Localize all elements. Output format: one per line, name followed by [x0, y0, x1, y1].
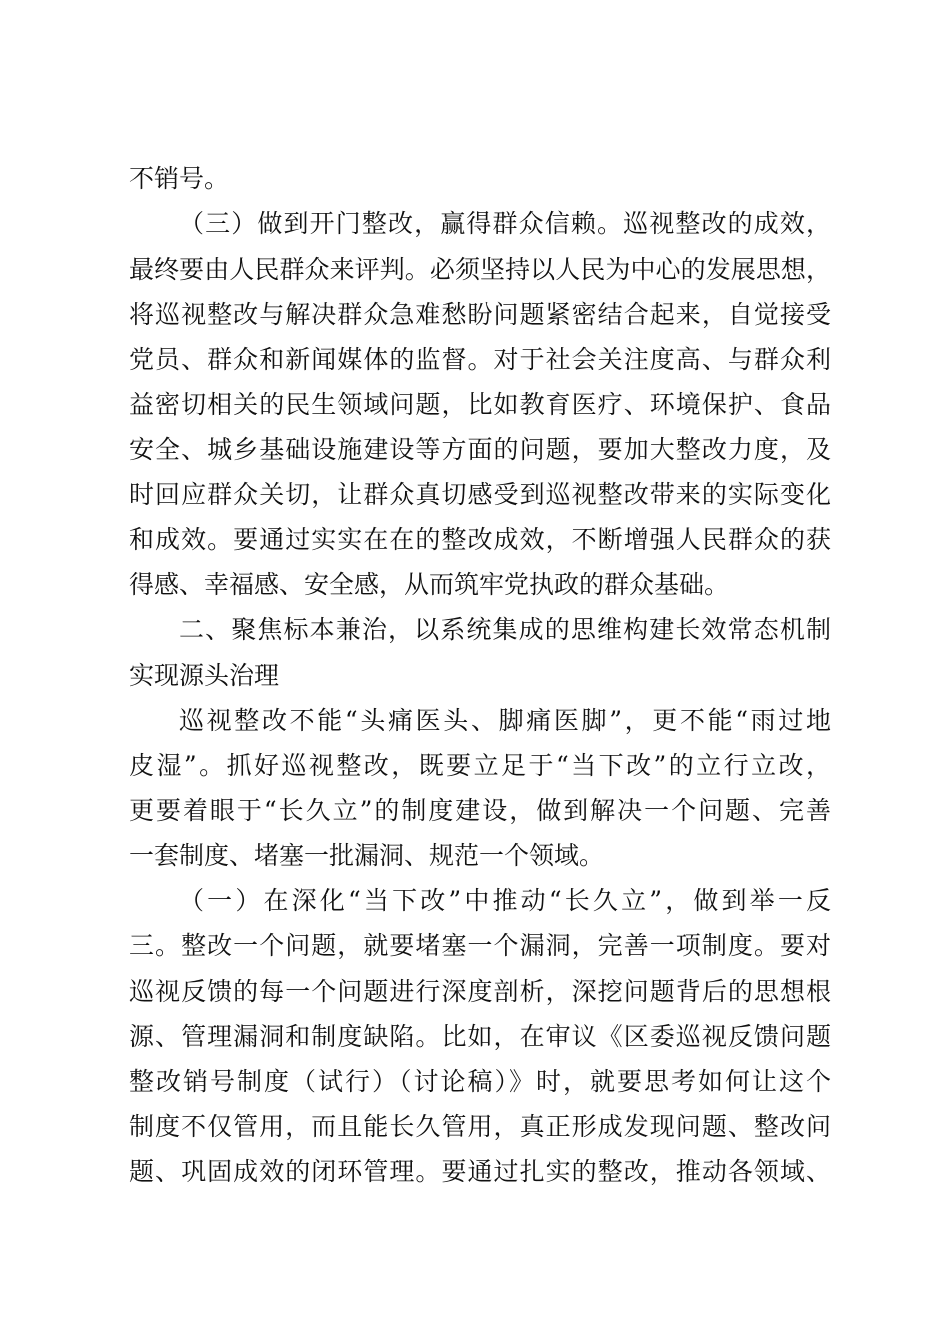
text-line: 得感、幸福感、安全感，从而筑牢党执政的群众基础。	[129, 570, 730, 599]
text-line: 不销号。	[129, 164, 230, 193]
paragraph-start-line: 巡视整改不能“头痛医头、脚痛医脚”，更不能“雨过地	[179, 706, 831, 735]
section-heading-line: 实现源头治理	[129, 661, 280, 690]
text-line: 制度不仅管用，而且能长久管用，真正形成发现问题、整改问	[129, 1112, 831, 1141]
text-line: 一套制度、堵塞一批漏洞、规范一个领域。	[129, 841, 605, 870]
text-line: 党员、群众和新闻媒体的监督。对于社会关注度高、与群众利	[129, 345, 831, 374]
text-line: 源、管理漏洞和制度缺陷。比如，在审议《区委巡视反馈问题	[129, 1022, 831, 1051]
text-line: 三。整改一个问题，就要堵塞一个漏洞，完善一项制度。要对	[129, 931, 831, 960]
text-line: 更要着眼于“长久立”的制度建设，做到解决一个问题、完善	[129, 796, 831, 825]
text-line: 皮湿”。抓好巡视整改，既要立足于“当下改”的立行立改，	[129, 751, 831, 780]
text-line: 益密切相关的民生领域问题，比如教育医疗、环境保护、食品	[129, 390, 831, 419]
text-line: 最终要由人民群众来评判。必须坚持以人民为中心的发展思想，	[129, 255, 831, 284]
text-line: 安全、城乡基础设施建设等方面的问题，要加大整改力度，及	[129, 435, 831, 464]
text-line: 时回应群众关切，让群众真切感受到巡视整改带来的实际变化	[129, 480, 831, 509]
paragraph-start-line: （三）做到开门整改，赢得群众信赖。巡视整改的成效，	[179, 209, 831, 238]
section-heading-line: 二、聚焦标本兼治，以系统集成的思维构建长效常态机制	[179, 615, 831, 644]
text-line: 题、巩固成效的闭环管理。要通过扎实的整改，推动各领域、	[129, 1157, 831, 1186]
text-line: 将巡视整改与解决群众急难愁盼问题紧密结合起来，自觉接受	[129, 300, 831, 329]
text-line: 和成效。要通过实实在在的整改成效，不断增强人民群众的获	[129, 525, 831, 554]
paragraph-start-line: （一）在深化“当下改”中推动“长久立”，做到举一反	[179, 886, 831, 915]
text-line: 巡视反馈的每一个问题进行深度剖析，深挖问题背后的思想根	[129, 977, 831, 1006]
text-line: 整改销号制度（试行）（讨论稿）》时，就要思考如何让这个	[129, 1067, 831, 1096]
